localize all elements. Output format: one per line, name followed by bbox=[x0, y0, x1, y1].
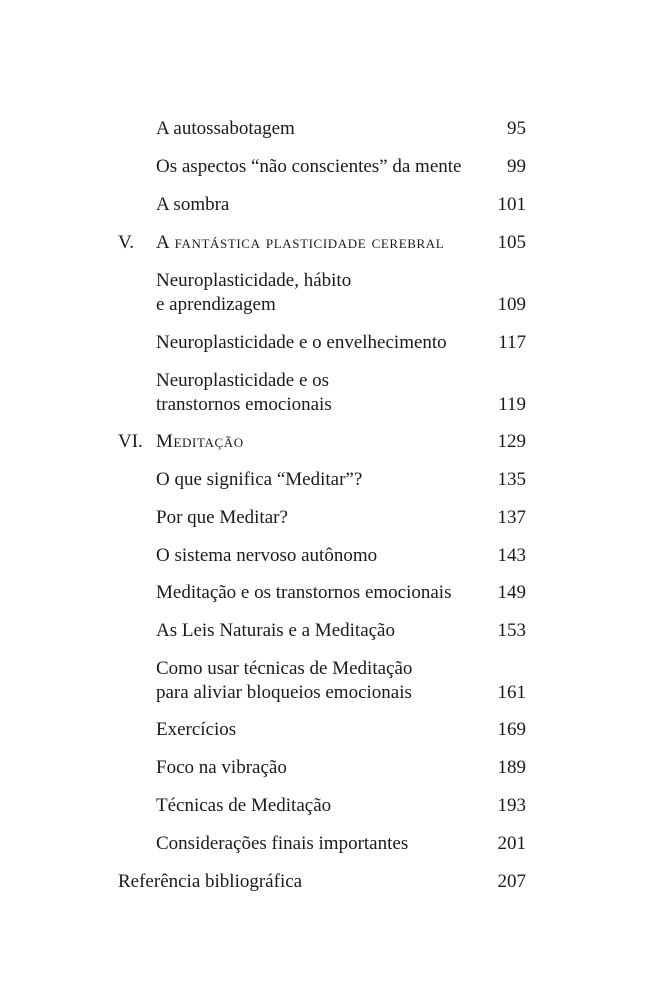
entry-title: Meditação e os transtornos emocionais bbox=[156, 582, 452, 603]
entry-title: Considerações finais importantes bbox=[156, 833, 409, 854]
entry-page-number: 119 bbox=[498, 394, 526, 415]
entry-title: Exercícios bbox=[156, 719, 237, 740]
entry-title bbox=[156, 657, 486, 705]
entry-page-number: 109 bbox=[497, 294, 526, 315]
entry-title-line: transtornos emocionais bbox=[156, 394, 332, 415]
chapter-title: Meditação bbox=[156, 431, 244, 452]
entry-page-number: 169 bbox=[497, 719, 526, 740]
entry-title: O sistema nervoso autônomo bbox=[156, 545, 378, 566]
entry-title-line: para aliviar bloqueios emocionais bbox=[156, 682, 412, 703]
entry-page-number: 99 bbox=[507, 156, 526, 177]
entry-page-number: 207 bbox=[497, 871, 526, 892]
entry-page-number: 101 bbox=[497, 194, 526, 215]
entry-title: Foco na vibração bbox=[156, 757, 287, 778]
chapter-number: V. bbox=[118, 232, 135, 253]
entry-title: As Leis Naturais e a Meditação bbox=[156, 620, 395, 641]
entry-page-number: 189 bbox=[497, 757, 526, 778]
entry-page-number: 95 bbox=[507, 118, 526, 139]
entry-title-line: Neuroplasticidade, hábito bbox=[156, 270, 352, 291]
entry-title: Os aspectos “não conscientes” da mente bbox=[156, 156, 462, 177]
entry-title-line: Neuroplasticidade e os bbox=[156, 370, 330, 391]
entry-page-number: 201 bbox=[497, 833, 526, 854]
entry-page-number: 143 bbox=[497, 545, 526, 566]
chapter-title: A fantástica plasticidade cerebral bbox=[156, 232, 445, 253]
entry-title: A autossabotagem bbox=[156, 118, 295, 139]
entry-title-line: Como usar técnicas de Meditação bbox=[156, 658, 413, 679]
entry-page-number: 137 bbox=[497, 507, 526, 528]
entry-title-line: e aprendizagem bbox=[156, 294, 276, 315]
entry-page-number: 193 bbox=[497, 795, 526, 816]
entry-title: Por que Meditar? bbox=[156, 507, 288, 528]
entry-title: O que significa “Meditar”? bbox=[156, 469, 363, 490]
entry-page-number: 149 bbox=[497, 582, 526, 603]
entry-title: Técnicas de Meditação bbox=[156, 795, 332, 816]
entry-title bbox=[156, 269, 486, 317]
entry-page-number: 161 bbox=[497, 682, 526, 703]
entry-page-number: 135 bbox=[497, 469, 526, 490]
entry-page-number: 105 bbox=[497, 232, 526, 253]
entry-page-number: 129 bbox=[497, 431, 526, 452]
entry-title: Neuroplasticidade e o envelhecimento bbox=[156, 332, 447, 353]
bibliography-title: Referência bibliográfica bbox=[118, 871, 303, 892]
entry-title bbox=[156, 369, 486, 417]
entry-page-number: 153 bbox=[497, 620, 526, 641]
entry-title: A sombra bbox=[156, 194, 230, 215]
chapter-number: VI. bbox=[118, 431, 143, 452]
entry-page-number: 117 bbox=[498, 332, 526, 353]
